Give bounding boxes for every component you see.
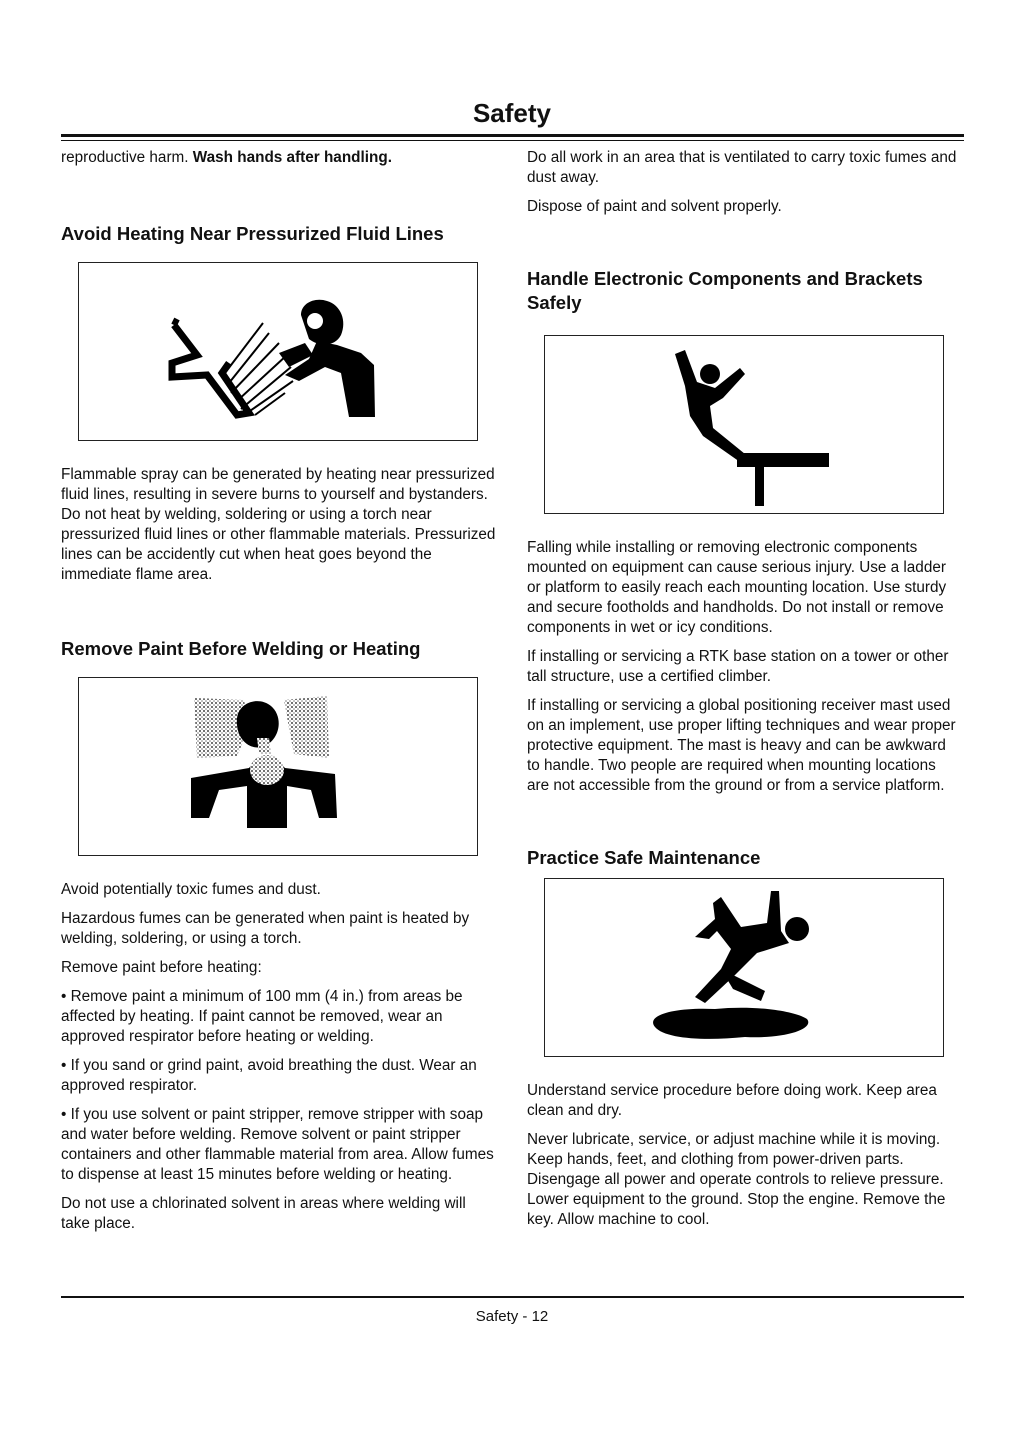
figure-falling bbox=[544, 335, 944, 514]
paragraph: Understand service procedure before doing work. Keep area clean and dry. bbox=[527, 1082, 937, 1119]
heading-safe-maintenance: Practice Safe Maintenance bbox=[527, 847, 761, 868]
paragraph: Dispose of paint and solvent properly. bbox=[527, 198, 782, 215]
heading-remove-paint: Remove Paint Before Welding or Heating bbox=[61, 638, 421, 659]
fumes-person-icon bbox=[79, 678, 479, 857]
footer-rule bbox=[61, 1296, 964, 1298]
page-number: Safety - 12 bbox=[475, 1308, 549, 1325]
paragraph: If installing or servicing a RTK base station on a tower or other tall structure, use a certified climber. bbox=[527, 648, 949, 685]
slipping-person-icon bbox=[545, 879, 945, 1058]
figure-pressurized-lines bbox=[78, 262, 478, 441]
falling-person-icon bbox=[545, 336, 945, 515]
paragraph: Avoid potentially toxic fumes and dust. bbox=[61, 881, 321, 898]
paragraph: If installing or servicing a global positioning receiver mast used on an implement, use proper lifting techniques and wear proper protective equipment. The mast is heavy and can be awkward to handle. Two people are required when mounting locations are not accessible from the ground or from a service platform. bbox=[527, 697, 956, 794]
heading-avoid-heating: Avoid Heating Near Pressurized Fluid Lines bbox=[61, 223, 444, 244]
header-rule bbox=[61, 134, 964, 141]
bullet-item: • If you use solvent or paint stripper, remove stripper with soap and water before welding. Remove solvent or paint stripper containers and other flammable material from area. Allow fumes to dispense at least 15 minutes before welding or heating. bbox=[61, 1106, 494, 1183]
bullet-item: • Remove paint a minimum of 100 mm (4 in.) from areas be affected by heating. If paint cannot be removed, wear an approved respirator before heating or welding. bbox=[61, 988, 463, 1045]
page-title: Safety bbox=[472, 98, 552, 128]
intro-paragraph: reproductive harm. Wash hands after handling. bbox=[61, 149, 392, 166]
paragraph: Do all work in an area that is ventilated to carry toxic fumes and dust away. bbox=[527, 149, 957, 186]
bullet-item: • If you sand or grind paint, avoid breathing the dust. Wear an approved respirator. bbox=[61, 1057, 477, 1094]
paragraph: Remove paint before heating: bbox=[61, 959, 262, 976]
paragraph: Never lubricate, service, or adjust machine while it is moving. Keep hands, feet, and clothing from power-driven parts. Disengage all power and operate controls to relieve pressure. Lower equipment to the ground. Stop the engine. Remove the key. Allow machine to cool. bbox=[527, 1131, 946, 1228]
figure-slipping bbox=[544, 878, 944, 1057]
left-column bbox=[61, 148, 496, 1243]
paragraph: Hazardous fumes can be generated when paint is heated by welding, soldering, or using a torch. bbox=[61, 910, 470, 947]
welding-spray-icon bbox=[79, 263, 479, 442]
paragraph: Flammable spray can be generated by heating near pressurized fluid lines, resulting in severe burns to yourself and bystanders. Do not heat by welding, soldering or using a torch near pressurized fluid lines or other flammable materials. Pressurized lines can be accidently cut when heat goes beyond the immediate flame area. bbox=[61, 466, 496, 583]
heading-handle-electronics: Handle Electronic Components and Brackets Safely bbox=[527, 268, 923, 313]
figure-toxic-fumes bbox=[78, 677, 478, 856]
right-column bbox=[527, 148, 962, 1239]
paragraph: Falling while installing or removing electronic components mounted on equipment can cause serious injury. Use a ladder or platform to easily reach each mounting location. Use sturdy and secure footholds and handholds. Do not install or remove components in wet or icy conditions. bbox=[527, 539, 947, 636]
paragraph: Do not use a chlorinated solvent in areas where welding will take place. bbox=[61, 1195, 466, 1232]
